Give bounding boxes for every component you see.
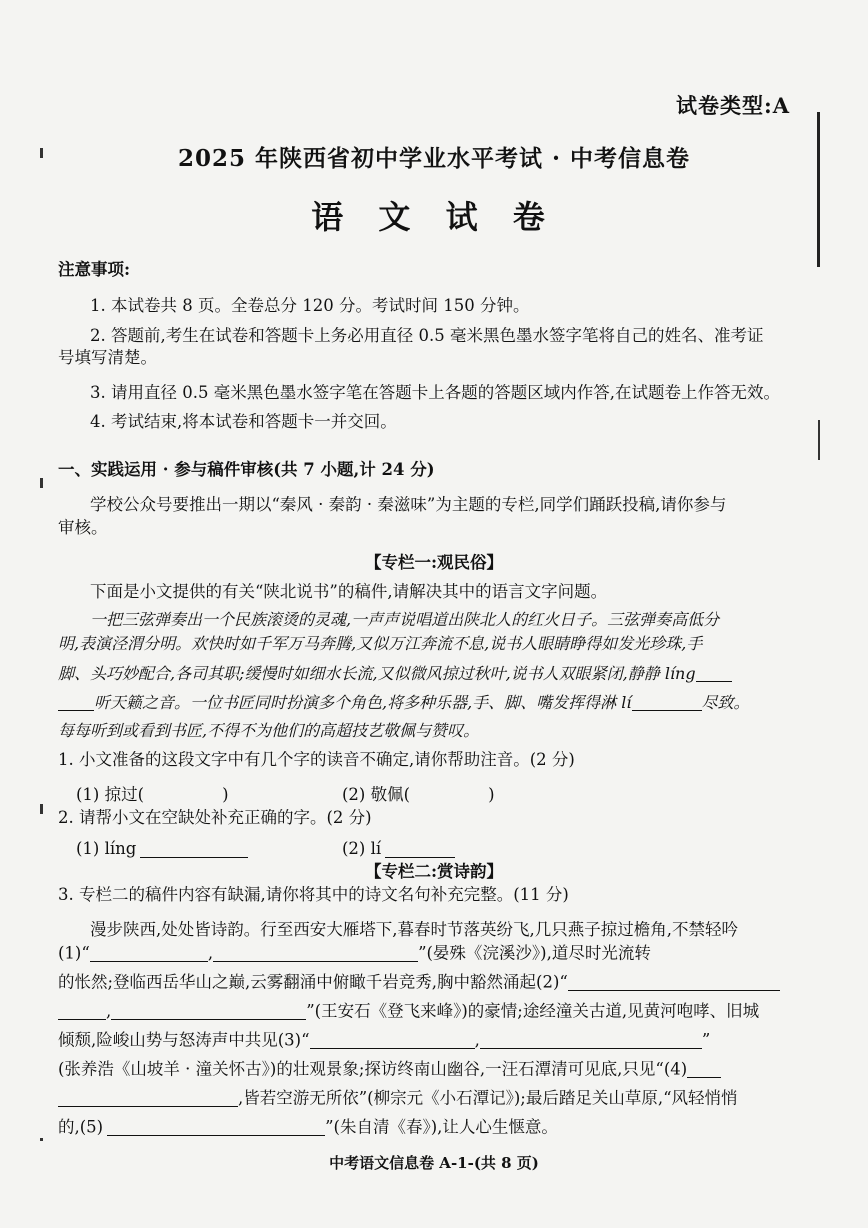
binding-edge-bar-lower xyxy=(818,420,820,460)
passage-line-4-end: 尽致。 xyxy=(701,693,750,712)
poem-line-7-text: ,皆若空游无所依”(柳宗元《小石潭记》);最后踏足关山草原,“风轻悄悄 xyxy=(238,1088,738,1108)
poem-blank-2c[interactable] xyxy=(111,1003,306,1020)
poem-blank-3b[interactable] xyxy=(480,1032,702,1049)
poem-line-6-text: (张养浩《山坡羊 · 潼关怀古》)的壮观景象;探访终南山幽谷,一汪石潭清可见底,只见“(4) xyxy=(58,1059,688,1079)
q1-answer-b xyxy=(342,781,495,805)
passage-line-5: 每每听到或看到书匠,不得不为他们的高超技艺敬佩与赞叹。 xyxy=(58,721,480,740)
passage-line-4-text: 听天籁之音。一位书匠同时扮演多个角色,将多种乐器,手、脚、嘴发挥得淋 lí xyxy=(94,693,632,712)
poem-para-line-2: (1)“ , ”(晏殊《浣溪沙》),道尽时光流转 xyxy=(58,943,651,963)
passage-line-4 xyxy=(58,694,818,711)
subject-title: 语 文 试 卷 xyxy=(311,198,557,236)
binding-edge-bar xyxy=(817,112,820,267)
question-2: 2. 请帮小文在空缺处补充正确的字。(2 分) xyxy=(58,808,372,827)
poem-para-line-8 xyxy=(58,1119,818,1136)
note-item-4: 4. 考试结束,将本试卷和答题卡一并交回。 xyxy=(90,412,397,431)
column1-title: 【专栏一:观民俗】 xyxy=(364,553,504,572)
q2-answer-b xyxy=(342,839,455,858)
poem-line-3-text: 的怅然;登临西岳华山之巅,云雾翻涌中俯瞰千岩竞秀,胸中豁然涌起(2)“ xyxy=(58,972,568,992)
notes-heading: 注意事项: xyxy=(58,260,131,279)
q2-b-label: (2) lí xyxy=(342,839,382,858)
poem-blank-5-label: 的,(5) xyxy=(58,1117,104,1137)
poem-blank-1a[interactable] xyxy=(90,945,208,962)
poem-blank-2a[interactable] xyxy=(568,974,780,991)
question-3: 3. 专栏二的稿件内容有缺漏,请你将其中的诗文名句补充完整。(11 分) xyxy=(58,885,569,904)
poem-blank-4a[interactable] xyxy=(687,1061,721,1078)
section-heading: 一、实践运用 · 参与稿件审核(共 7 小题,计 24 分) xyxy=(58,460,435,479)
fill-blank-li[interactable] xyxy=(632,694,702,711)
column2-title: 【专栏二:赏诗韵】 xyxy=(364,862,504,881)
poem-para-line-4: , ”(王安石《登飞来峰》)的豪情;途经潼关古道,见黄河咆哮、旧城 xyxy=(58,1003,818,1020)
q1-a-close: ) xyxy=(222,785,229,804)
poem-line-2-text: ”(晏殊《浣溪沙》),道尽时光流转 xyxy=(418,943,651,963)
poem-blank-1-label: (1)“ xyxy=(58,943,90,963)
margin-mark xyxy=(40,478,43,488)
poem-line-8-text: ”(朱自清《春》),让人心生惬意。 xyxy=(325,1117,558,1137)
q1-a-label: (1) 掠过( xyxy=(76,785,145,804)
q1-b-label: (2) 敬佩( xyxy=(342,785,411,804)
poem-line-4-text: ”(王安石《登飞来峰》)的豪情;途经潼关古道,见黄河咆哮、旧城 xyxy=(306,1001,760,1021)
passage-line-1: 一把三弦弹奏出一个民族滚烫的灵魂,一声声说唱道出陕北人的红火日子。三弦弹奏高低分 xyxy=(90,610,720,629)
poem-blank-2b[interactable] xyxy=(58,1003,106,1020)
passage-line-3 xyxy=(58,665,818,682)
note-item-1: 1. 本试卷共 8 页。全卷总分 120 分。考试时间 150 分钟。 xyxy=(90,296,530,315)
section-intro-cont: 审核。 xyxy=(58,518,108,537)
fill-blank-ling[interactable] xyxy=(696,665,732,682)
page-footer: 中考语文信息卷 A-1-(共 8 页) xyxy=(329,1154,539,1172)
passage-line-3-text: 脚、头巧妙配合,各司其职;缓慢时如细水长流,又似微风掠过秋叶,说书人双眼紧闭,静静 líng xyxy=(58,664,696,683)
exam-title: 2025 年陕西省初中学业水平考试 · 中考信息卷 xyxy=(177,145,691,172)
poem-para-line-6 xyxy=(58,1061,818,1078)
q1-b-close: ) xyxy=(488,785,495,804)
q2-answer-a xyxy=(76,839,248,858)
q1-answer-a xyxy=(76,781,229,805)
poem-blank-5[interactable] xyxy=(107,1119,325,1136)
section-intro: 学校公众号要推出一期以“秦风 · 秦韵 · 秦滋味”为主题的专栏,同学们踊跃投稿,请你参与 xyxy=(90,495,727,514)
poem-blank-4b[interactable] xyxy=(58,1090,238,1107)
q2-a-blank[interactable] xyxy=(140,841,248,858)
note-item-2: 2. 答题前,考生在试卷和答题卡上务必用直径 0.5 毫米黑色墨水签字笔将自己的姓名、准考证 xyxy=(90,326,764,345)
fill-blank-ling-cont[interactable] xyxy=(58,694,94,711)
question-1: 1. 小文准备的这段文字中有几个字的读音不确定,请你帮助注音。(2 分) xyxy=(58,750,575,769)
passage-line-2: 明,表演泾渭分明。欢快时如千军万马奔腾,又似万江奔流不息,说书人眼睛睁得如发光珍珠,手 xyxy=(58,634,703,653)
column1-intro: 下面是小文提供的有关“陕北说书”的稿件,请解决其中的语言文字问题。 xyxy=(90,582,608,601)
poem-para-line-5: 倾颓,险峻山势与怒涛声中共见(3)“ , ” xyxy=(58,1030,711,1050)
margin-mark xyxy=(40,804,43,814)
q2-b-blank[interactable] xyxy=(385,841,455,858)
poem-blank-1b[interactable] xyxy=(213,945,418,962)
poem-blank-3a[interactable] xyxy=(310,1032,475,1049)
paper-type-label: 试卷类型:A xyxy=(675,93,790,118)
note-item-3: 3. 请用直径 0.5 毫米黑色墨水签字笔在答题卡上各题的答题区域内作答,在试题卷上作答无效。 xyxy=(90,383,780,402)
poem-para-line-7 xyxy=(58,1090,818,1107)
note-item-2-cont: 号填写清楚。 xyxy=(58,348,157,367)
poem-para-line-3 xyxy=(58,974,818,991)
poem-para-line-1: 漫步陕西,处处皆诗韵。行至西安大雁塔下,暮春时节落英纷飞,几只燕子掠过檐角,不禁轻吟 xyxy=(90,920,738,939)
poem-line-5-text: 倾颓,险峻山势与怒涛声中共见(3)“ xyxy=(58,1030,310,1050)
margin-mark xyxy=(40,1138,43,1141)
q2-a-label: (1) líng xyxy=(76,839,137,858)
